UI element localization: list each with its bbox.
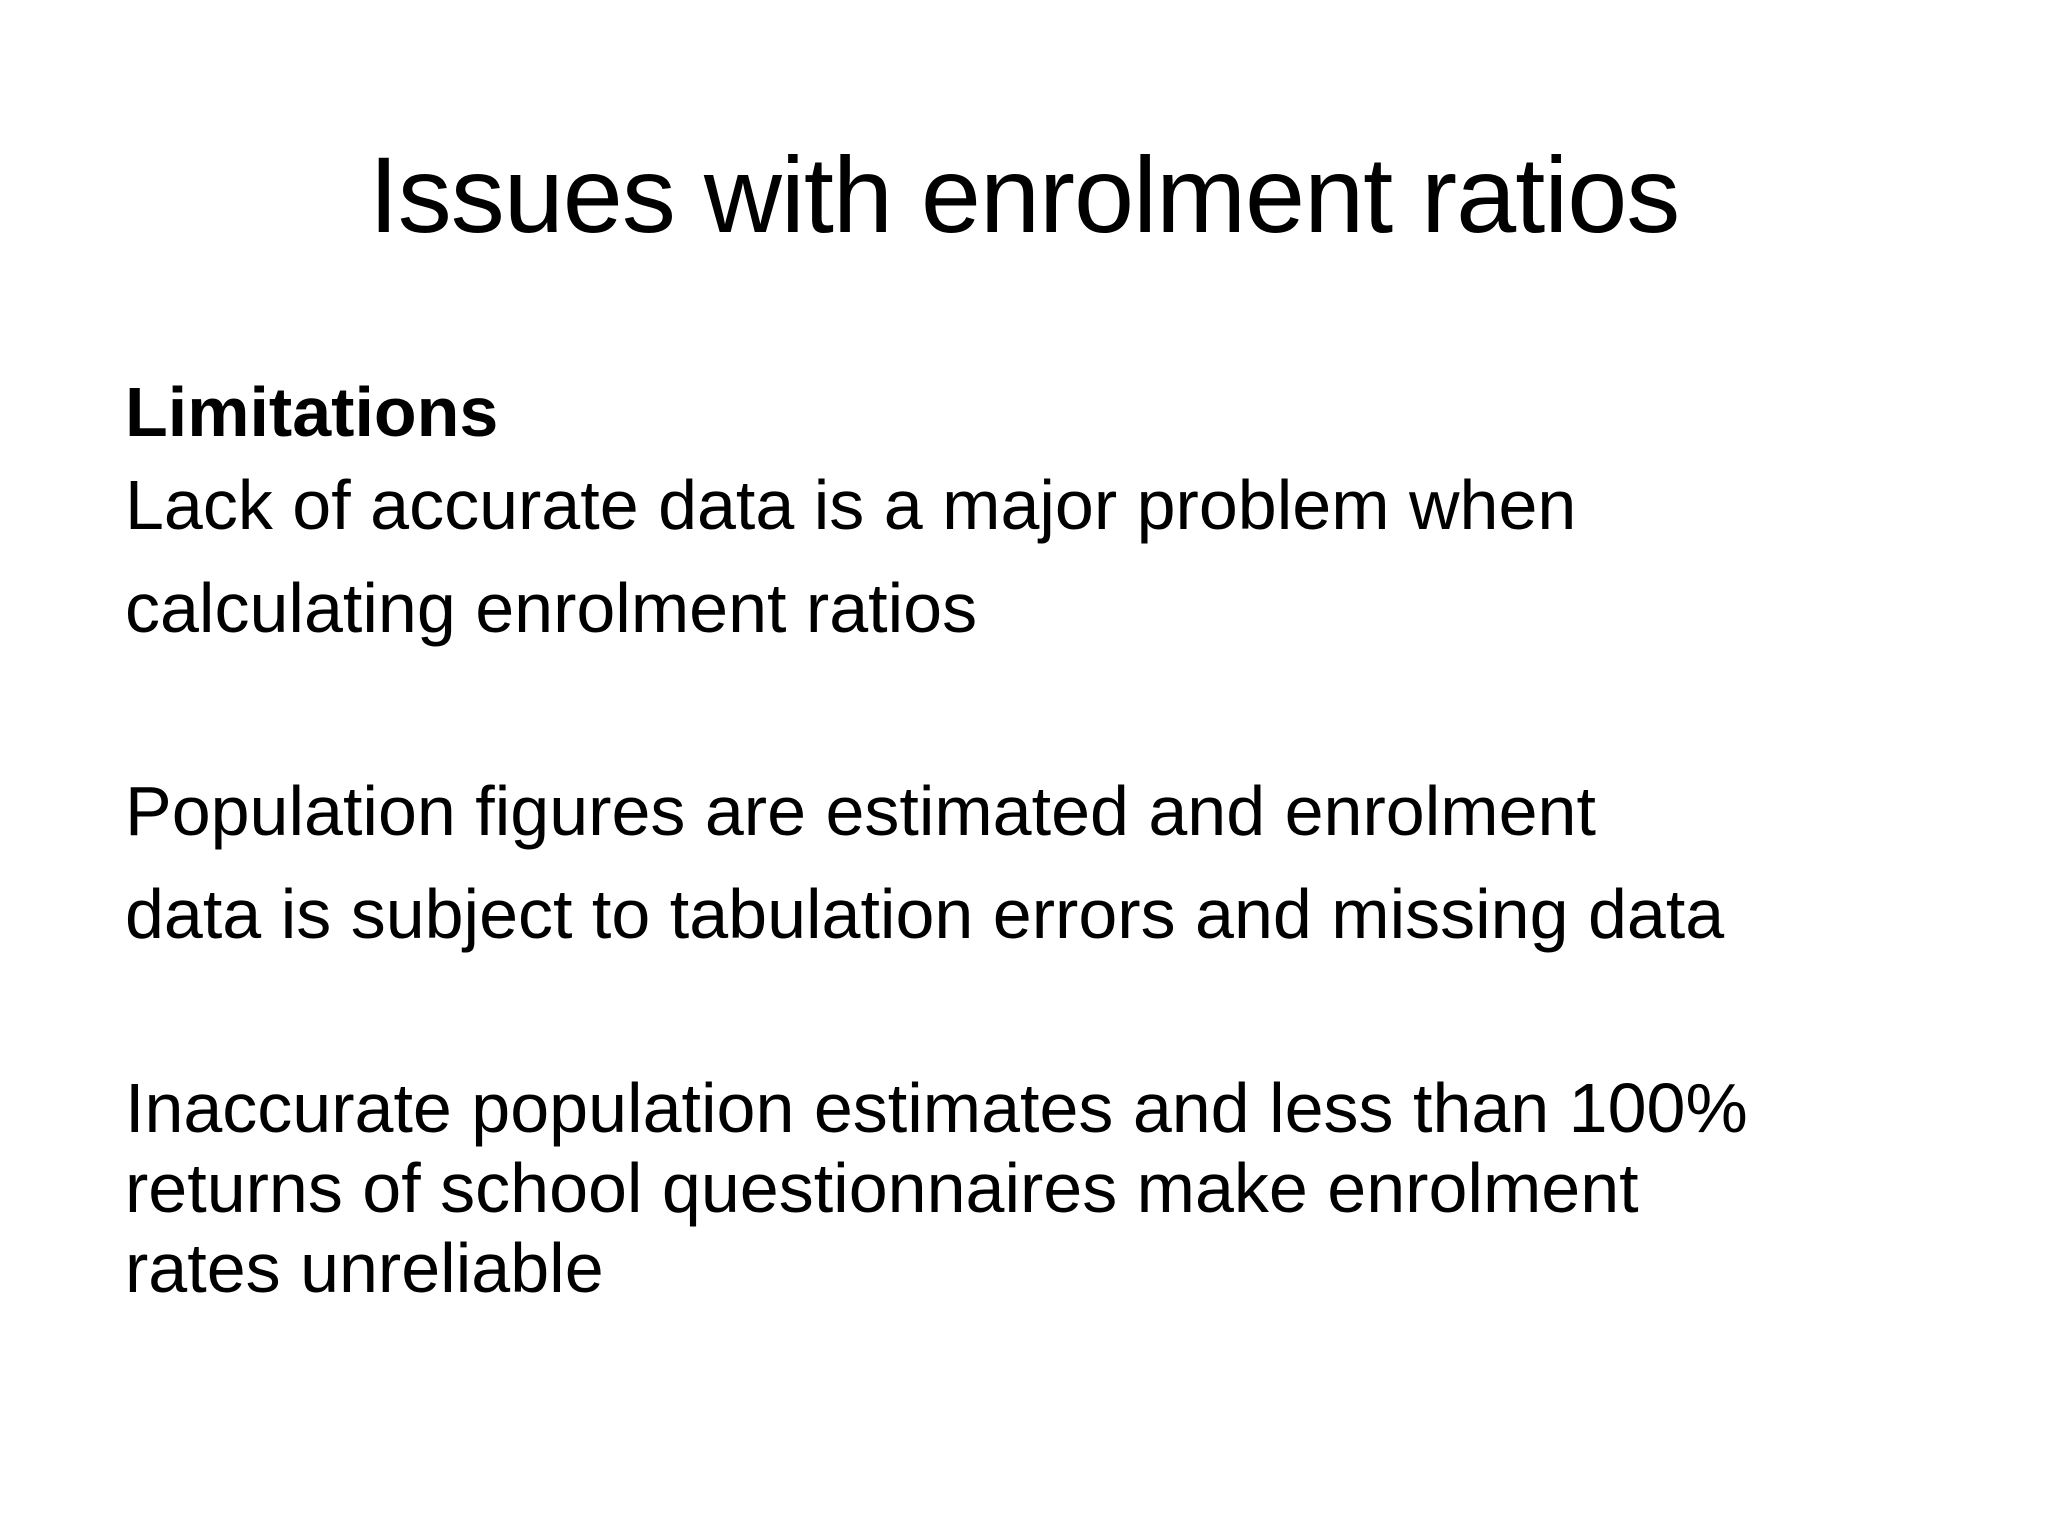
- slide-title: Issues with enrolment ratios: [368, 134, 1680, 255]
- paragraph-3-line-2: returns of school questionnaires make enrolment: [125, 1149, 1639, 1227]
- paragraph-1: [125, 454, 1985, 660]
- section-heading: Limitations: [125, 373, 499, 451]
- paragraph-2-line-1: Population figures are estimated and enrolment: [125, 772, 1596, 850]
- paragraph-1-line-2: calculating enrolment ratios: [125, 569, 978, 647]
- slide-body: [125, 370, 1985, 1308]
- paragraph-3-line-3: rates unreliable: [125, 1229, 604, 1307]
- paragraph-2-line-2: data is subject to tabulation errors and missing data: [125, 875, 1725, 953]
- paragraph-1-line-1: Lack of accurate data is a major problem when: [125, 466, 1577, 544]
- paragraph-2: [125, 760, 1985, 966]
- paragraph-3: [125, 1068, 1985, 1308]
- paragraph-3-line-1: Inaccurate population estimates and less than 100%: [125, 1069, 1748, 1147]
